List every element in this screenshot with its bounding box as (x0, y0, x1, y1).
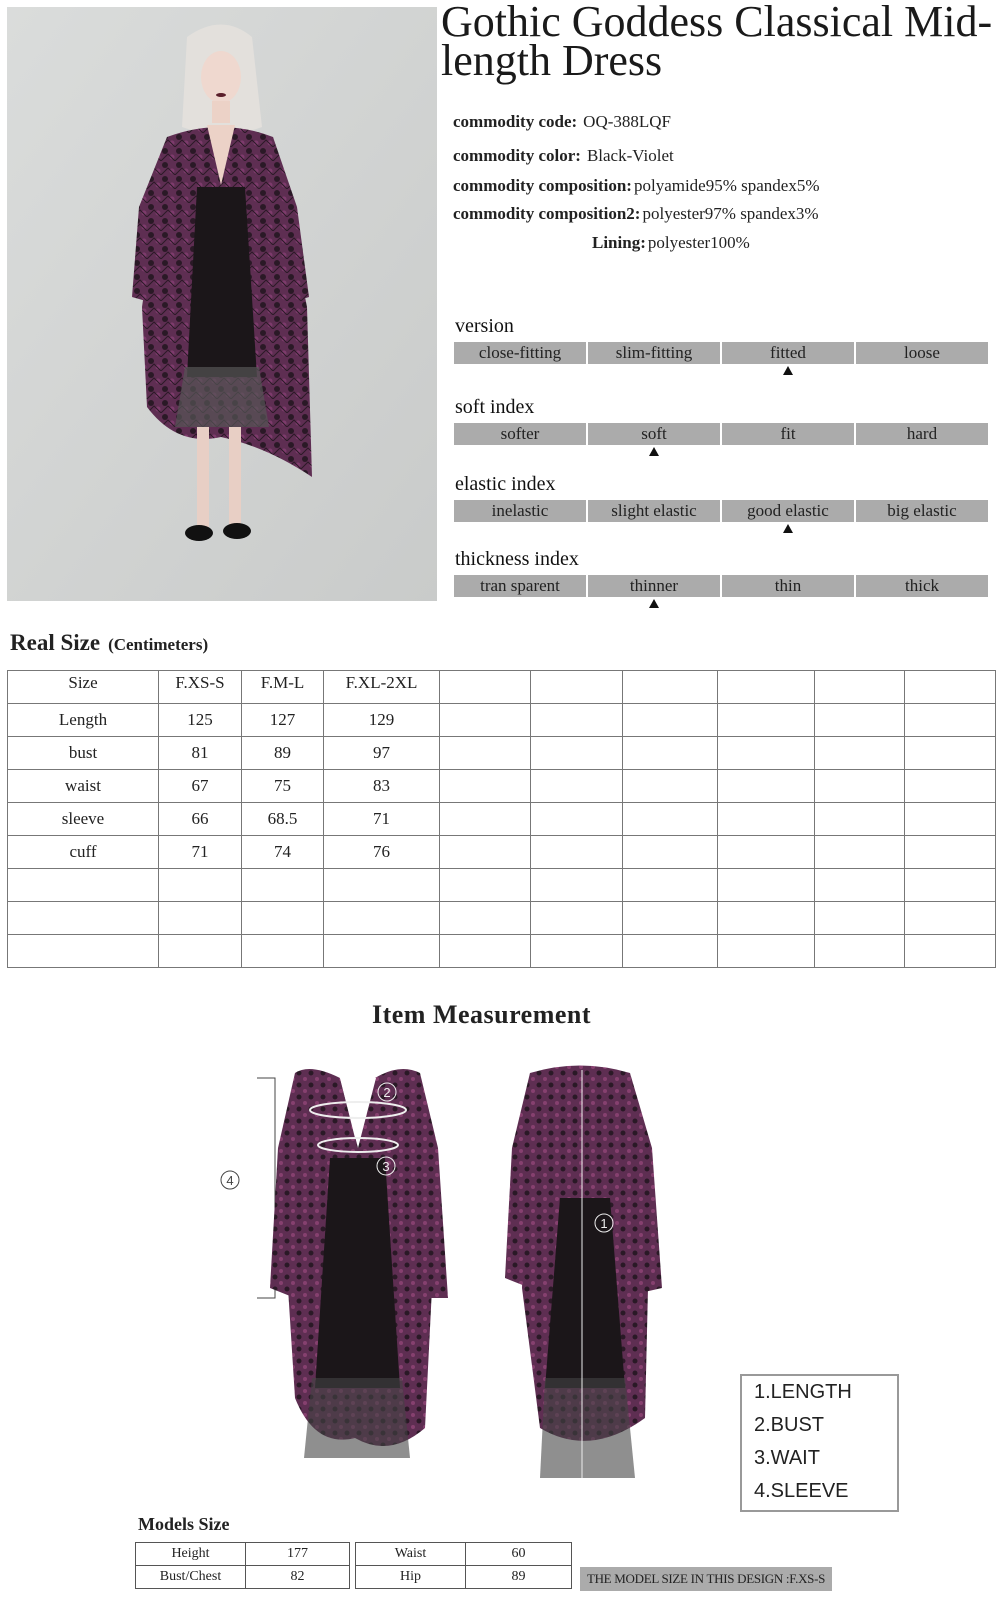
size-table-unit: (Centimeters) (108, 635, 209, 654)
version-title: version (455, 315, 514, 337)
model-hip-label: Hip (356, 1566, 466, 1589)
model-height-value: 177 (246, 1543, 350, 1566)
table-row-label: cuff (8, 836, 159, 869)
spec-label: commodity composition: (453, 176, 632, 195)
size-table-title: Real Size (10, 630, 101, 655)
elastic-index-title: elastic index (455, 473, 556, 495)
table-row-label: waist (8, 770, 159, 803)
size-table (7, 670, 996, 968)
soft-index-option-selected: soft (588, 423, 720, 445)
table-row (8, 803, 996, 836)
size-table-heading (10, 630, 208, 656)
measurement-legend (740, 1374, 899, 1512)
dress-back (505, 1066, 662, 1479)
soft-index-option: fit (722, 423, 854, 445)
model-size-table-right (355, 1542, 572, 1589)
soft-index-scale (454, 423, 988, 445)
legend-item: 2.BUST (754, 1414, 825, 1436)
thickness-index-option-selected: thinner (588, 575, 720, 597)
table-row (136, 1566, 350, 1589)
model-size-table-left (135, 1542, 350, 1589)
thickness-index-scale (454, 575, 988, 597)
models-size-heading: Models Size (138, 1514, 230, 1534)
soft-index-option: hard (856, 423, 988, 445)
model-illustration (7, 7, 437, 601)
table-cell: 71 (159, 836, 242, 869)
model-bust-value: 82 (246, 1566, 350, 1589)
spec-label: commodity color: (453, 146, 581, 165)
table-row-label: Length (8, 704, 159, 737)
legend-item: 4.SLEEVE (754, 1480, 849, 1502)
spec-commodity-color (453, 146, 674, 166)
version-option: close-fitting (454, 342, 586, 364)
table-cell: 74 (242, 836, 324, 869)
model-height-label: Height (136, 1543, 246, 1566)
elastic-index-scale (454, 500, 988, 522)
table-cell: 67 (159, 770, 242, 803)
table-cell: 66 (159, 803, 242, 836)
table-header-cell: Size (8, 671, 159, 704)
table-header-cell: F.M-L (242, 671, 324, 704)
table-row-label: bust (8, 737, 159, 770)
table-cell: 83 (324, 770, 440, 803)
table-row (136, 1543, 350, 1566)
version-scale (454, 342, 988, 364)
spec-value: polyester97% spandex3% (642, 204, 819, 223)
table-row-label: sleeve (8, 803, 159, 836)
spec-composition2 (453, 204, 819, 224)
table-cell: 125 (159, 704, 242, 737)
table-row-empty (8, 869, 996, 902)
table-row (8, 704, 996, 737)
table-row (8, 770, 996, 803)
table-header-cell: F.XS-S (159, 671, 242, 704)
table-cell: 75 (242, 770, 324, 803)
spec-value: polyamide95% spandex5% (633, 176, 820, 195)
thickness-index-option: tran sparent (454, 575, 586, 597)
measurement-heading: Item Measurement (371, 1000, 592, 1029)
version-option: slim-fitting (588, 342, 720, 364)
thickness-index-option: thick (856, 575, 988, 597)
table-cell: 81 (159, 737, 242, 770)
legend-item: 3.WAIT (754, 1447, 820, 1469)
table-row (356, 1566, 572, 1589)
table-cell: 127 (242, 704, 324, 737)
table-cell: 129 (324, 704, 440, 737)
table-cell: 71 (324, 803, 440, 836)
table-cell: 97 (324, 737, 440, 770)
thickness-index-option: thin (722, 575, 854, 597)
model-waist-value: 60 (466, 1543, 572, 1566)
marker-4-label: 4 (226, 1173, 234, 1188)
spec-composition (453, 176, 820, 196)
model-bust-label: Bust/Chest (136, 1566, 246, 1589)
elastic-index-option: big elastic (856, 500, 988, 522)
spec-commodity-code (453, 112, 671, 132)
spec-label: commodity code: (453, 112, 578, 131)
version-option-selected: fitted (722, 342, 854, 364)
dress-diagram (200, 1058, 700, 1520)
table-row-empty (8, 902, 996, 935)
table-cell: 68.5 (242, 803, 324, 836)
model-hip-value: 89 (466, 1566, 572, 1589)
table-header-cell: F.XL-2XL (324, 671, 440, 704)
spec-lining (592, 233, 750, 253)
spec-value: polyester100% (647, 233, 750, 252)
table-row (8, 836, 996, 869)
table-row (356, 1543, 572, 1566)
elastic-index-option: inelastic (454, 500, 586, 522)
spec-value: Black-Violet (586, 146, 674, 165)
model-waist-label: Waist (356, 1543, 466, 1566)
spec-label: commodity composition2: (453, 204, 641, 223)
spec-value: OQ-388LQF (583, 112, 672, 131)
spec-label: Lining: (592, 233, 646, 252)
elastic-index-option-selected: good elastic (722, 500, 854, 522)
table-row-empty (8, 935, 996, 968)
table-cell: 76 (324, 836, 440, 869)
dress-front (270, 1069, 448, 1458)
soft-index-option: softer (454, 423, 586, 445)
soft-index-title: soft index (455, 396, 535, 418)
thickness-index-title: thickness index (455, 548, 579, 570)
elastic-index-option: slight elastic (588, 500, 720, 522)
product-photo (7, 7, 437, 601)
table-header-row (8, 671, 996, 704)
model-size-note: THE MODEL SIZE IN THIS DESIGN :F.XS-S (580, 1567, 832, 1591)
legend-item: 1.LENGTH (754, 1381, 852, 1403)
measurement-figure (200, 1058, 700, 1525)
marker-2-label: 2 (383, 1085, 391, 1100)
table-row (8, 737, 996, 770)
marker-1-label: 1 (600, 1216, 608, 1231)
version-option: loose (856, 342, 988, 364)
marker-3-label: 3 (382, 1159, 390, 1174)
table-cell: 89 (242, 737, 324, 770)
product-title: Gothic Goddess Classical Mid-length Dress (441, 0, 993, 85)
